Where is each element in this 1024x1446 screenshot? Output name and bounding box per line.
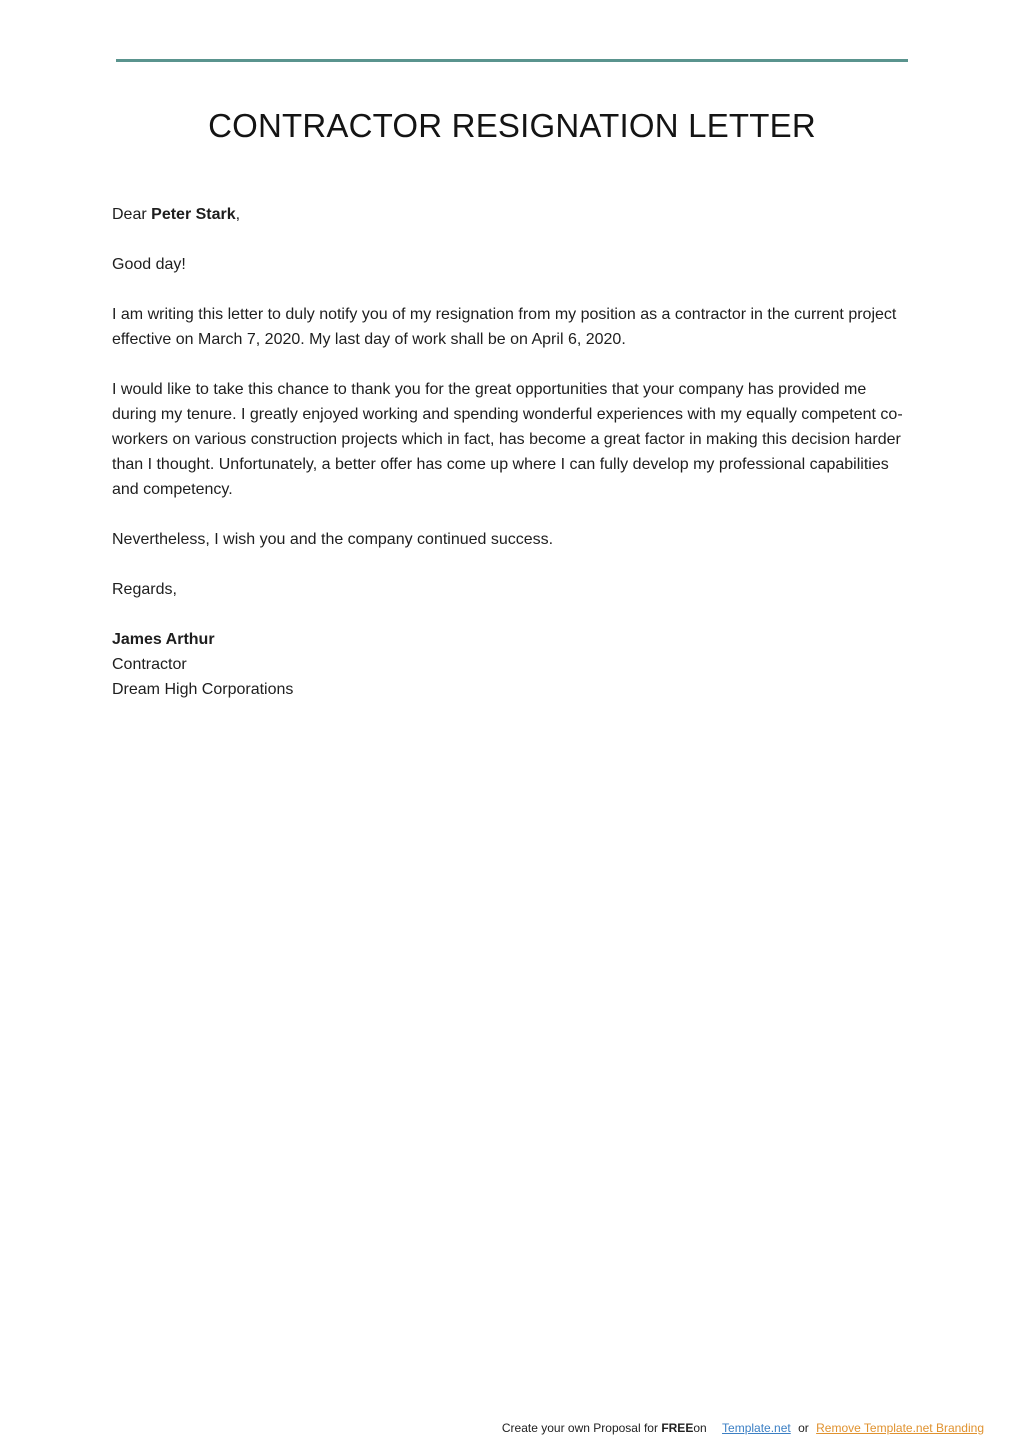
footer-free: FREE xyxy=(661,1421,694,1435)
footer-prefix: Create your own Proposal for xyxy=(501,1421,658,1435)
remove-branding-link[interactable]: Remove Template.net Branding xyxy=(816,1421,984,1435)
salutation xyxy=(112,202,912,227)
letter-body xyxy=(112,202,912,702)
branding-footer xyxy=(502,1420,984,1436)
salutation-prefix: Dear xyxy=(112,206,147,223)
paragraph-thanks: I would like to take this chance to thank you for the great opportunities that your company has provided me during my tenure. I greatly enjoyed working and spending wonderful experiences with my equally competent co-workers on various construction projects which in fact, has become a great factor in making this decision harder than I thought. Unfortunately, a better offer has come up where I can fully develop my professional capabilities and competency. xyxy=(112,381,903,498)
footer-on: on xyxy=(693,1421,707,1435)
closing: Regards, xyxy=(112,581,177,598)
recipient-name: Peter Stark xyxy=(151,206,236,223)
page-title: CONTRACTOR RESIGNATION LETTER xyxy=(208,107,816,144)
footer-or: or xyxy=(798,1421,809,1435)
signature-block xyxy=(112,627,912,702)
paragraph-wishes: Nevertheless, I wish you and the company continued success. xyxy=(112,531,554,548)
greeting: Good day! xyxy=(112,256,186,273)
signer-role: Contractor xyxy=(112,656,187,673)
paragraph-notice: I am writing this letter to duly notify you of my resignation from my position as a contractor in the current project effective on March 7, 2020. My last day of work shall be on April 6, 2020. xyxy=(112,306,897,348)
signer-company: Dream High Corporations xyxy=(112,681,294,698)
template-net-link[interactable]: Template.net xyxy=(722,1421,791,1435)
salutation-suffix: , xyxy=(235,206,241,223)
top-divider xyxy=(116,59,908,62)
signer-name: James Arthur xyxy=(112,631,215,648)
